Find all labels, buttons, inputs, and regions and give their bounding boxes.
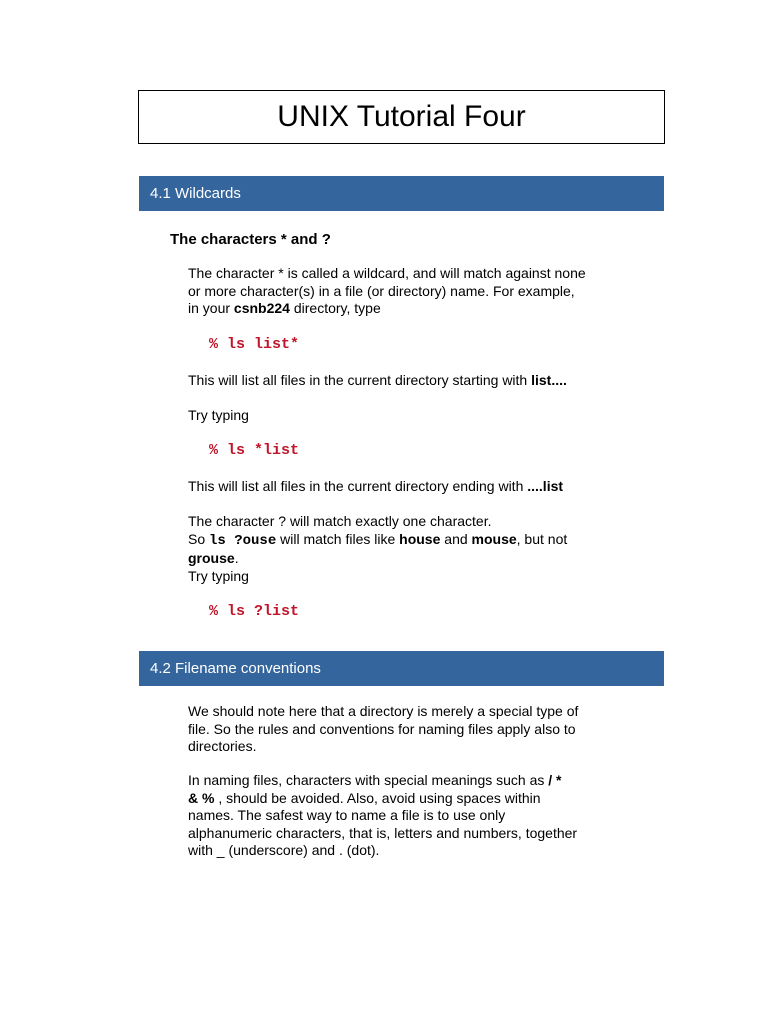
text-line [188,531,628,551]
subheading-characters: The characters * and ? [170,231,331,248]
page-title [138,90,665,144]
text-run: This will list all files in the current directory starting with [188,372,532,388]
text-line [188,772,628,790]
text-run: , should be avoided. Also, avoid using spaces within [214,789,541,806]
paragraph-list-starting [188,372,628,390]
text-line [188,550,628,568]
text-line: alphanumeric characters, that is, letters and numbers, together [188,824,578,841]
text-run: In naming files, characters with special meanings such as [188,772,549,788]
command-ls-question-list: % ls ?list [209,603,300,620]
section-header-wildcards [139,176,664,211]
paragraph-directory-note [188,703,628,756]
page-title-text: UNIX Tutorial Four [277,100,526,133]
text-line: file. So the rules and conventions for naming files apply also to [188,720,576,737]
text-line: or more character(s) in a file (or directory) name. For example, [188,282,575,299]
paragraph-naming-files [188,772,628,860]
section-header-label: 4.2 Filename conventions [150,660,321,677]
text-bold: list.... [531,372,567,388]
text-run: will match files like [276,530,400,547]
text-line [188,790,628,808]
text-line [188,300,628,318]
command-ls-list-star: % ls list* [209,336,300,353]
text-run: directory, type [289,300,381,316]
text-run: This will list all files in the current directory ending with [188,478,528,494]
text-line: The character ? will match exactly one character. [188,513,492,529]
text-run: and [440,530,472,547]
text-run: in your [188,300,234,316]
text-run: , but not [516,530,568,547]
text-bold: mouse [471,530,517,547]
text-bold: house [399,530,441,547]
paragraph-try-typing-1: Try typing [188,407,249,423]
text-line: Try typing [188,567,249,584]
inline-code: ls ?ouse [209,532,277,549]
paragraph-wildcard-intro [188,265,628,318]
text-line: The character * is called a wildcard, and will match against none [188,265,586,281]
text-line: directories. [188,738,257,754]
command-ls-star-list: % ls *list [209,442,300,459]
text-line: names. The safest way to name a file is to use only [188,807,506,823]
paragraph-question-mark [188,513,628,585]
section-header-label: 4.1 Wildcards [150,185,241,202]
paragraph-list-ending [188,478,628,496]
text-bold: grouse [188,550,235,566]
text-line: We should note here that a directory is merely a special type of [188,703,579,719]
text-bold: ....list [527,478,564,494]
section-header-filename-conventions [139,651,664,686]
text-line: with _ (underscore) and . (dot). [188,842,380,858]
text-bold: / * [548,772,562,788]
text-run: So [188,530,210,547]
text-bold: & % [188,789,215,806]
text-run: . [234,550,239,566]
directory-name: csnb224 [233,300,290,316]
